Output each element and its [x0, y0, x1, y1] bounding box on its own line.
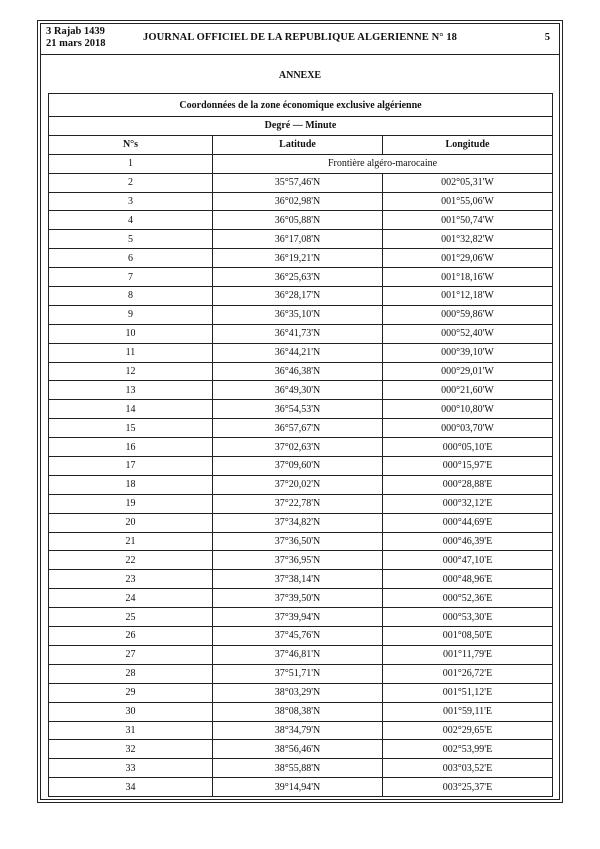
coordinates-table	[48, 93, 553, 797]
longitude-cell: 000°46,39'E	[383, 532, 553, 551]
row-number: 31	[49, 721, 213, 740]
longitude-cell: 001°29,06'W	[383, 249, 553, 268]
table-row	[49, 589, 553, 608]
header-date-gregorian: 21 mars 2018	[46, 38, 106, 49]
latitude-cell: 38°56,46'N	[213, 740, 383, 759]
table-row	[49, 268, 553, 287]
row-number: 33	[49, 759, 213, 778]
table-row	[49, 513, 553, 532]
latitude-cell: 36°35,10'N	[213, 305, 383, 324]
table-row	[49, 230, 553, 249]
longitude-cell: 001°18,16'W	[383, 268, 553, 287]
longitude-cell: 002°05,31'W	[383, 173, 553, 192]
table-row	[49, 343, 553, 362]
latitude-cell: 36°46,38'N	[213, 362, 383, 381]
table-row	[49, 778, 553, 797]
latitude-cell: 36°28,17'N	[213, 287, 383, 306]
latitude-cell: 37°20,02'N	[213, 475, 383, 494]
table-subtitle: Degré — Minute	[49, 117, 553, 136]
latitude-cell: 37°38,14'N	[213, 570, 383, 589]
longitude-cell: 000°52,36'E	[383, 589, 553, 608]
row-number: 11	[49, 343, 213, 362]
longitude-cell: 000°59,86'W	[383, 305, 553, 324]
row-number: 29	[49, 683, 213, 702]
longitude-cell: 002°53,99'E	[383, 740, 553, 759]
longitude-cell: 000°03,70'W	[383, 419, 553, 438]
latitude-cell: 37°36,50'N	[213, 532, 383, 551]
row-number: 2	[49, 173, 213, 192]
row-number: 27	[49, 645, 213, 664]
table-row	[49, 173, 553, 192]
longitude-cell: 003°25,37'E	[383, 778, 553, 797]
latitude-cell: 36°41,73'N	[213, 324, 383, 343]
row-number: 1	[49, 154, 213, 173]
table-row	[49, 419, 553, 438]
longitude-cell: 001°08,50'E	[383, 627, 553, 646]
table-title: Coordonnées de la zone économique exclusive algérienne	[49, 94, 553, 117]
row-number: 25	[49, 608, 213, 627]
row-number: 20	[49, 513, 213, 532]
latitude-cell: 38°03,29'N	[213, 683, 383, 702]
latitude-cell: 39°14,94'N	[213, 778, 383, 797]
longitude-cell: 000°29,01'W	[383, 362, 553, 381]
latitude-cell: 37°34,82'N	[213, 513, 383, 532]
latitude-cell: 36°44,21'N	[213, 343, 383, 362]
row-number: 14	[49, 400, 213, 419]
table-row	[49, 645, 553, 664]
column-header-longitude: Longitude	[383, 135, 553, 154]
row-number: 6	[49, 249, 213, 268]
latitude-cell: 36°25,63'N	[213, 268, 383, 287]
latitude-cell: 38°08,38'N	[213, 702, 383, 721]
table-row	[49, 551, 553, 570]
row-number: 23	[49, 570, 213, 589]
row-number: 9	[49, 305, 213, 324]
latitude-cell: 36°49,30'N	[213, 381, 383, 400]
table-row	[49, 740, 553, 759]
journal-title: JOURNAL OFFICIEL DE LA REPUBLIQUE ALGERIENNE N° 18	[142, 32, 458, 43]
row-number: 7	[49, 268, 213, 287]
table-row	[49, 457, 553, 476]
latitude-cell: 38°55,88'N	[213, 759, 383, 778]
latitude-cell: 38°34,79'N	[213, 721, 383, 740]
row-number: 5	[49, 230, 213, 249]
latitude-cell: 36°19,21'N	[213, 249, 383, 268]
longitude-cell: 000°52,40'W	[383, 324, 553, 343]
row-number: 10	[49, 324, 213, 343]
longitude-cell: 001°32,82'W	[383, 230, 553, 249]
longitude-cell: 000°10,80'W	[383, 400, 553, 419]
table-row	[49, 475, 553, 494]
table-row	[49, 532, 553, 551]
table-body	[49, 154, 553, 796]
longitude-cell: 000°15,97'E	[383, 457, 553, 476]
table-row	[49, 438, 553, 457]
longitude-cell: 000°21,60'W	[383, 381, 553, 400]
row-number: 22	[49, 551, 213, 570]
latitude-cell: 37°22,78'N	[213, 494, 383, 513]
row-number: 30	[49, 702, 213, 721]
latitude-cell: 36°17,08'N	[213, 230, 383, 249]
table-row	[49, 608, 553, 627]
column-header-latitude: Latitude	[213, 135, 383, 154]
latitude-cell: 36°57,67'N	[213, 419, 383, 438]
row-number: 24	[49, 589, 213, 608]
longitude-cell: 001°55,06'W	[383, 192, 553, 211]
latitude-cell: 36°54,53'N	[213, 400, 383, 419]
table-row	[49, 400, 553, 419]
longitude-cell: 000°05,10'E	[383, 438, 553, 457]
row-number: 28	[49, 664, 213, 683]
longitude-cell: 001°11,79'E	[383, 645, 553, 664]
row-number: 3	[49, 192, 213, 211]
page-header	[40, 23, 560, 55]
longitude-cell: 001°51,12'E	[383, 683, 553, 702]
annexe-title: ANNEXE	[278, 70, 322, 81]
table-row	[49, 494, 553, 513]
table-row	[49, 702, 553, 721]
table-row	[49, 381, 553, 400]
longitude-cell: 002°29,65'E	[383, 721, 553, 740]
table-row	[49, 305, 553, 324]
row-number: 13	[49, 381, 213, 400]
table-row	[49, 759, 553, 778]
row-number: 16	[49, 438, 213, 457]
latitude-cell: 37°46,81'N	[213, 645, 383, 664]
header-date-hijri: 3 Rajab 1439	[46, 26, 105, 37]
table-row	[49, 287, 553, 306]
table-row	[49, 324, 553, 343]
row-number: 18	[49, 475, 213, 494]
latitude-cell: 37°36,95'N	[213, 551, 383, 570]
latitude-cell: 37°39,50'N	[213, 589, 383, 608]
latitude-cell: 37°02,63'N	[213, 438, 383, 457]
row-number: 32	[49, 740, 213, 759]
row-number: 15	[49, 419, 213, 438]
longitude-cell: 000°48,96'E	[383, 570, 553, 589]
latitude-cell: 36°05,88'N	[213, 211, 383, 230]
row-number: 21	[49, 532, 213, 551]
longitude-cell: 000°28,88'E	[383, 475, 553, 494]
longitude-cell: 001°50,74'W	[383, 211, 553, 230]
latitude-cell: 35°57,46'N	[213, 173, 383, 192]
border-note: Frontière algéro-marocaine	[213, 154, 553, 173]
row-number: 17	[49, 457, 213, 476]
longitude-cell: 001°59,11'E	[383, 702, 553, 721]
longitude-cell: 000°44,69'E	[383, 513, 553, 532]
longitude-cell: 000°32,12'E	[383, 494, 553, 513]
row-number: 4	[49, 211, 213, 230]
longitude-cell: 000°39,10'W	[383, 343, 553, 362]
table-row	[49, 154, 553, 173]
row-number: 26	[49, 627, 213, 646]
longitude-cell: 001°26,72'E	[383, 664, 553, 683]
table-row	[49, 249, 553, 268]
table-row	[49, 211, 553, 230]
table-row	[49, 664, 553, 683]
row-number: 12	[49, 362, 213, 381]
table-row	[49, 683, 553, 702]
latitude-cell: 37°45,76'N	[213, 627, 383, 646]
longitude-cell: 000°53,30'E	[383, 608, 553, 627]
row-number: 8	[49, 287, 213, 306]
longitude-cell: 003°03,52'E	[383, 759, 553, 778]
latitude-cell: 37°09,60'N	[213, 457, 383, 476]
column-header-number: N°s	[49, 135, 213, 154]
table-row	[49, 570, 553, 589]
latitude-cell: 37°39,94'N	[213, 608, 383, 627]
table-row	[49, 192, 553, 211]
row-number: 34	[49, 778, 213, 797]
row-number: 19	[49, 494, 213, 513]
latitude-cell: 37°51,71'N	[213, 664, 383, 683]
table-row	[49, 362, 553, 381]
page-number: 5	[544, 32, 550, 43]
latitude-cell: 36°02,98'N	[213, 192, 383, 211]
longitude-cell: 000°47,10'E	[383, 551, 553, 570]
table-row	[49, 627, 553, 646]
longitude-cell: 001°12,18'W	[383, 287, 553, 306]
table-row	[49, 721, 553, 740]
